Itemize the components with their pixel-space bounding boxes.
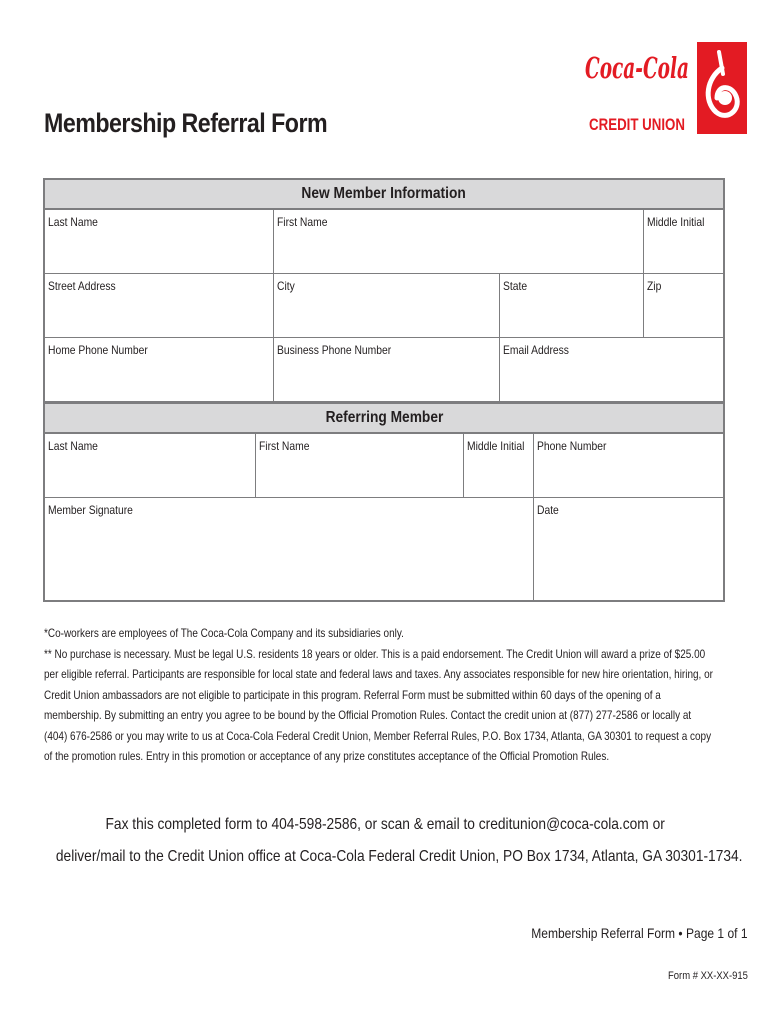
logo-brand-text: Coca-Cola (585, 51, 689, 85)
new-member-middle-initial-field[interactable]: Middle Initial (643, 210, 723, 273)
referring-member-heading: Referring Member (43, 402, 725, 434)
submission-instructions-line-2: deliver/mail to the Credit Union office at Coca-Cola Federal Credit Union, PO Box 1734, Atlanta, GA 30301-1734. (55, 848, 743, 865)
promotion-rules-note: ** No purchase is necessary. Must be legal U.S. residents 18 years or older. This is a paid endorsement. The Credit Union will award a prize of $25.00 per eligible referral. Participants are responsible for local state and federal laws and taxes. Any associates responsible for new hire orientation, hiring, or Credit Union ambassadors are not eligible to participate in this program. Referral Form must be submitted within 60 days of the opening of a membership. By submitting an entry you agree to be bound by the Official Promotion Rules. Contact the credit union at (877) 277-2586 or locally at (404) 676-2586 or you may write to us at Coca-Cola Federal Credit Union, Member Referral Rules, P.O. Box 1734, Atlanta, GA 30301 to request a copy of the promotion rules. Entry in this promotion or acceptance of any prize constitutes acceptance of the Official Promotion Rules. (44, 647, 713, 763)
new-member-heading: New Member Information (43, 178, 725, 210)
referring-member-name-row (43, 434, 725, 498)
home-phone-field[interactable]: Home Phone Number (48, 343, 148, 357)
business-phone-field[interactable]: Business Phone Number (273, 338, 499, 401)
referring-member-signature-row (43, 498, 725, 602)
disclaimer-notes (44, 624, 715, 768)
page-title: Membership Referral Form (44, 108, 328, 138)
city-field[interactable]: City (273, 274, 499, 337)
referring-phone-field[interactable]: Phone Number (533, 434, 723, 497)
date-field[interactable]: Date (533, 498, 723, 600)
referring-first-name-field[interactable]: First Name (255, 434, 463, 497)
zip-field[interactable]: Zip (643, 274, 723, 337)
new-member-address-row (43, 274, 725, 338)
page-footer: Membership Referral Form • Page 1 of 1 (531, 925, 748, 941)
referral-form (43, 178, 725, 602)
coca-cola-credit-union-logo (583, 38, 749, 134)
new-member-name-row (43, 210, 725, 274)
submission-instructions-line-1: Fax this completed form to 404-598-2586, or scan & email to creditunion@coca-cola.com or (105, 816, 665, 833)
coworkers-note: *Co-workers are employees of The Coca-Cola Company and its subsidiaries only. (44, 627, 404, 640)
logo-sub-text: CREDIT UNION (589, 115, 685, 134)
street-address-field[interactable]: Street Address (48, 279, 116, 293)
new-member-last-name-field[interactable]: Last Name (48, 215, 98, 229)
email-field[interactable]: Email Address (499, 338, 723, 401)
referring-middle-initial-field[interactable]: Middle Initial (463, 434, 533, 497)
state-field[interactable]: State (499, 274, 643, 337)
new-member-phone-row (43, 338, 725, 402)
form-number: Form # XX-XX-915 (668, 970, 748, 982)
member-signature-field[interactable]: Member Signature (48, 503, 133, 517)
referring-last-name-field[interactable]: Last Name (48, 439, 98, 453)
new-member-first-name-field[interactable]: First Name (273, 210, 643, 273)
